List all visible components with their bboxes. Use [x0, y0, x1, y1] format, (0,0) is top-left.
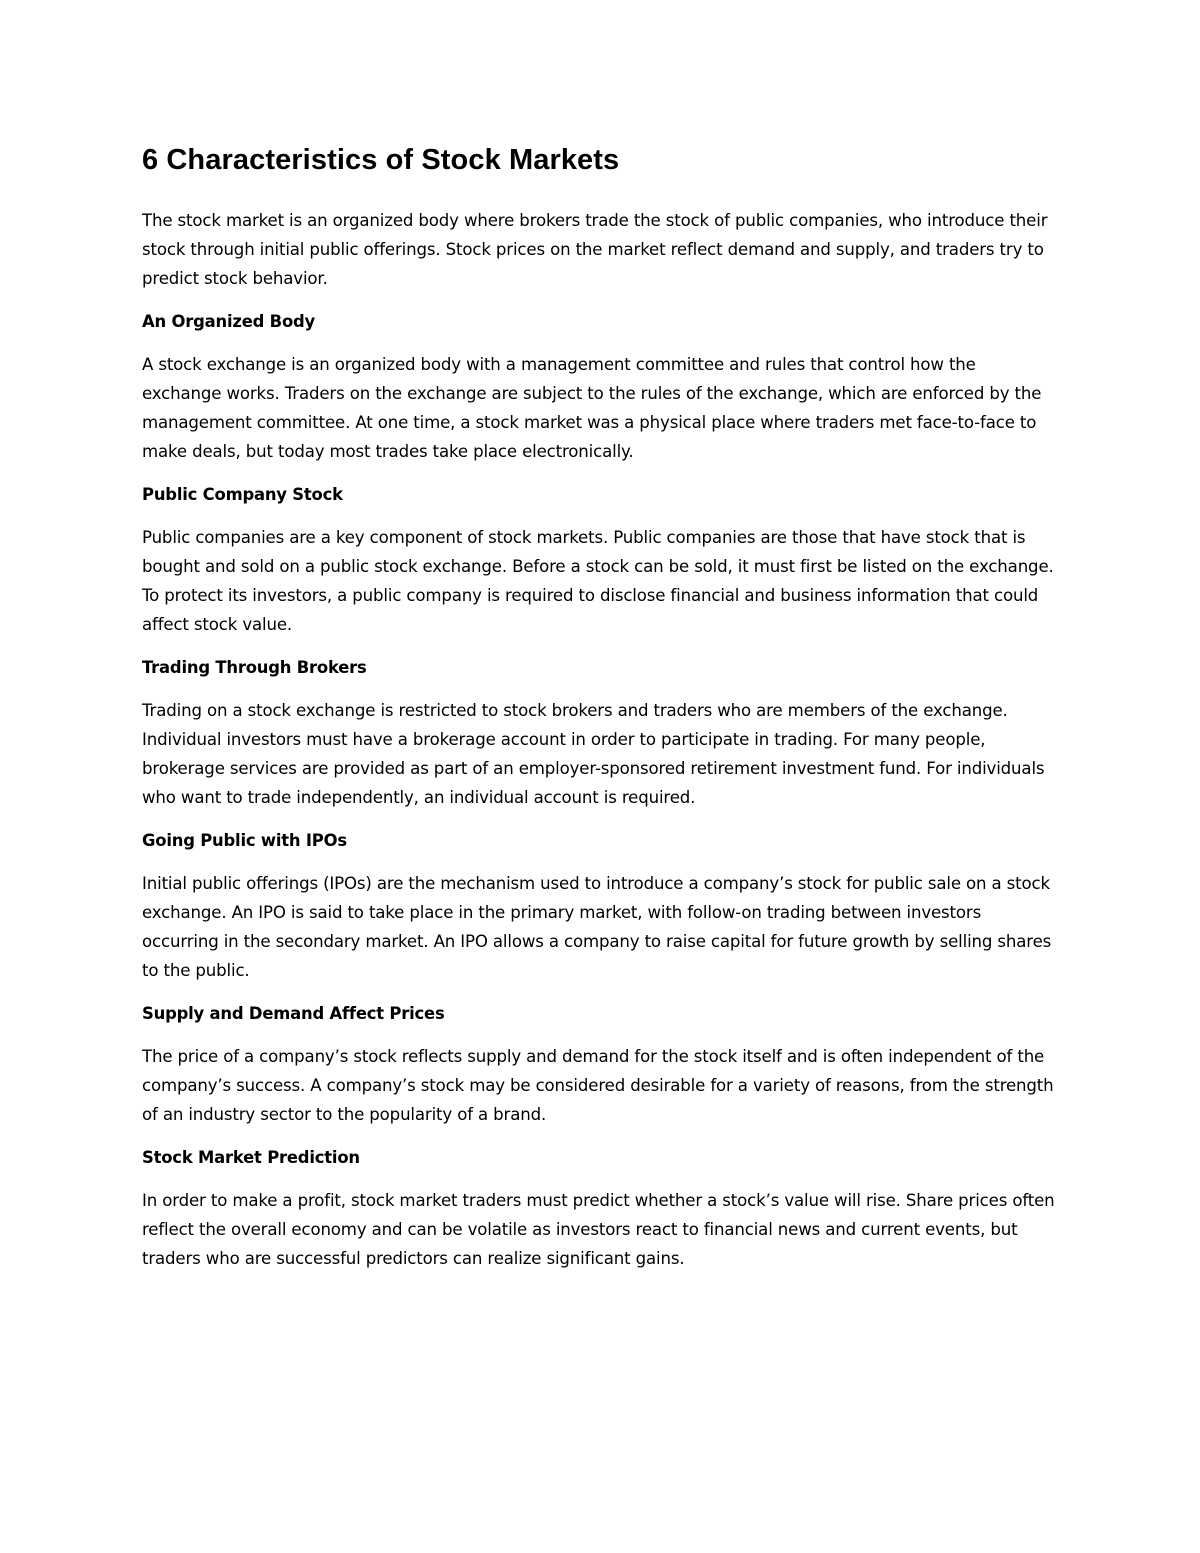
section-going-public-ipos	[142, 826, 1060, 985]
document-title: 6 Characteristics of Stock Markets	[142, 144, 620, 176]
section-supply-demand	[142, 999, 1060, 1129]
section-paragraph: A stock exchange is an organized body with a management committee and rules that control how the exchange works. Traders on the exchange are subject to the rules of the exchange, which are enforced by the management committee. At one time, a stock market was a physical place where traders met face-to-face to make deals, but today most trades take place electronically.	[142, 355, 1042, 461]
section-paragraph: Trading on a stock exchange is restricted to stock brokers and traders who are members of the exchange. Individual investors must have a brokerage account in order to participate in trading. For many people, brokerage services are provided as part of an employer-sponsored retirement investment fund. For individuals who want to trade independently, an individual account is required.	[142, 701, 1045, 807]
section-heading: Trading Through Brokers	[142, 658, 367, 677]
section-paragraph: In order to make a profit, stock market traders must predict whether a stock’s value will rise. Share prices often reflect the overall economy and can be volatile as investors react to financial news and current events, but traders who are successful predictors can realize significant gains.	[142, 1191, 1055, 1268]
section-heading: Going Public with IPOs	[142, 831, 347, 850]
section-heading: Stock Market Prediction	[142, 1148, 360, 1167]
section-paragraph: The price of a company’s stock reflects supply and demand for the stock itself and is often independent of the company’s success. A company’s stock may be considered desirable for a variety of reasons, from the strength of an industry sector to the popularity of a brand.	[142, 1047, 1054, 1124]
section-paragraph: Initial public offerings (IPOs) are the mechanism used to introduce a company’s stock for public sale on a stock exchange. An IPO is said to take place in the primary market, with follow-on trading between investors occurring in the secondary market. An IPO allows a company to raise capital for future growth by selling shares to the public.	[142, 874, 1052, 980]
section-organized-body	[142, 307, 1060, 466]
section-paragraph: Public companies are a key component of stock markets. Public companies are those that have stock that is bought and sold on a public stock exchange. Before a stock can be sold, it must first be listed on the exchange. To protect its investors, a public company is required to disclose financial and business information that could affect stock value.	[142, 528, 1054, 634]
section-stock-market-prediction	[142, 1143, 1060, 1273]
section-heading: Public Company Stock	[142, 485, 343, 504]
intro-paragraph: The stock market is an organized body where brokers trade the stock of public companies, who introduce their stock through initial public offerings. Stock prices on the market reflect demand and supply, and traders try to predict stock behavior.	[142, 211, 1048, 288]
section-trading-through-brokers	[142, 653, 1060, 812]
section-public-company-stock	[142, 480, 1060, 639]
section-heading: Supply and Demand Affect Prices	[142, 1004, 445, 1023]
section-heading: An Organized Body	[142, 312, 316, 331]
